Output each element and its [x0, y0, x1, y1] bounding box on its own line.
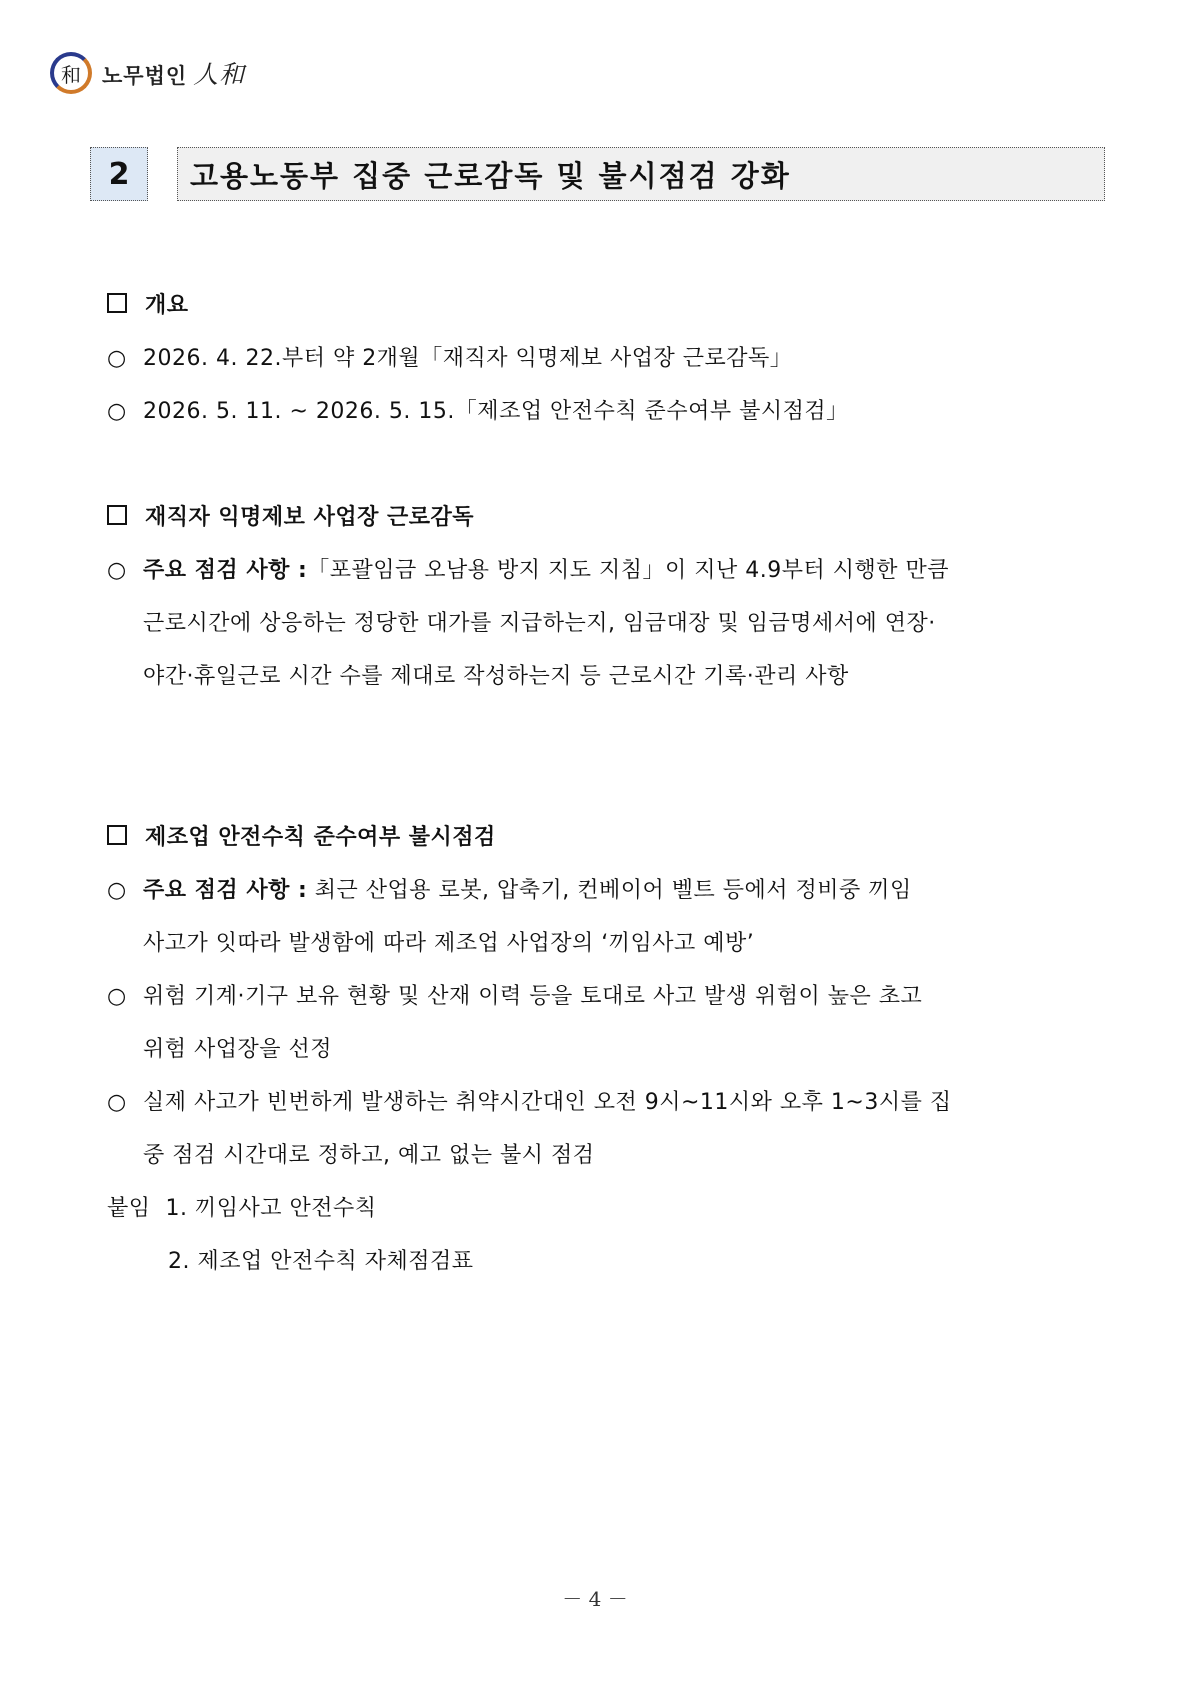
manufacturing-item-1-line-2: 사고가 잇따라 발생함에 따라 제조업 사업장의 ‘끼임사고 예방’ [143, 931, 755, 956]
logo-glyph: 和 [61, 62, 81, 87]
manufacturing-item-1-text-1: 최근 산업용 로봇, 압축기, 컨베이어 벨트 등에서 정비중 끼임 [314, 878, 912, 903]
manufacturing-item-label: 주요 점검 사항 : [143, 878, 308, 903]
inspection-item-line-3: 야간·휴일근로 시간 수를 제대로 작성하는지 등 근로시간 기록·관리 사항 [143, 664, 849, 689]
circle-bullet-icon: ○ [107, 984, 127, 1009]
firm-name-text: 노무법인 [102, 64, 188, 88]
checkbox-square-icon [107, 505, 127, 525]
overview-item-1-text: 2026. 4. 22.부터 약 2개월「재직자 익명제보 사업장 근로감독」 [143, 346, 793, 371]
page-number: － 4 － [562, 1587, 628, 1611]
circle-bullet-icon: ○ [107, 878, 127, 903]
circle-bullet-icon: ○ [107, 346, 127, 371]
overview-item-2 [107, 394, 849, 425]
section-number: 2 [90, 147, 148, 201]
attachment-1-text: 1. 끼임사고 안전수칙 [165, 1196, 377, 1221]
attachment-1 [107, 1191, 377, 1222]
circle-bullet-icon: ○ [107, 1090, 127, 1115]
inspection-text-1: 「포괄임금 오남용 방지 지도 지침」이 지난 4.9부터 시행한 만큼 [307, 558, 950, 583]
inspection-item-label: 주요 점검 사항 : [143, 558, 308, 583]
overview-heading-text: 개요 [145, 293, 189, 318]
manufacturing-item-3-text-1: 실제 사고가 빈번하게 발생하는 취약시간대인 오전 9시~11시와 오후 1~3시를 집 [143, 1090, 952, 1115]
manufacturing-item-2-text-1: 위험 기계·기구 보유 현황 및 산재 이력 등을 토대로 사고 발생 위험이 높은 초고 [143, 984, 923, 1009]
manufacturing-item-2-line-2: 위험 사업장을 선정 [143, 1037, 333, 1062]
section-title: 고용노동부 집중 근로감독 및 불시점검 강화 [177, 147, 1105, 201]
checkbox-square-icon [107, 825, 127, 845]
checkbox-square-icon [107, 293, 127, 313]
attachment-label: 붙임 [107, 1196, 151, 1221]
manufacturing-item-3-line-1 [107, 1085, 952, 1116]
circle-bullet-icon: ○ [107, 558, 127, 583]
manufacturing-item-1-line-1 [107, 873, 912, 904]
firm-name [102, 55, 245, 91]
manufacturing-item-3-line-2: 중 점검 시간대로 정하고, 예고 없는 불시 점검 [143, 1143, 595, 1168]
firm-logo [50, 52, 245, 94]
overview-item-2-text: 2026. 5. 11. ~ 2026. 5. 15.「제조업 안전수칙 준수여부 불시점검」 [143, 399, 849, 424]
inspection-heading-text: 재직자 익명제보 사업장 근로감독 [145, 505, 475, 530]
inspection-heading [107, 500, 474, 531]
inspection-item-line-2: 근로시간에 상응하는 정당한 대가를 지급하는지, 임금대장 및 임금명세서에 연장· [143, 611, 936, 636]
manufacturing-heading [107, 820, 496, 851]
firm-seal-icon [50, 52, 92, 94]
firm-name-script: 人和 [193, 60, 246, 89]
overview-heading [107, 288, 189, 319]
attachment-2: 2. 제조업 안전수칙 자체점검표 [168, 1249, 474, 1274]
circle-bullet-icon: ○ [107, 399, 127, 424]
manufacturing-item-2-line-1 [107, 979, 922, 1010]
manufacturing-heading-text: 제조업 안전수칙 준수여부 불시점검 [145, 825, 496, 850]
inspection-item-line-1 [107, 553, 949, 584]
overview-item-1 [107, 341, 792, 372]
